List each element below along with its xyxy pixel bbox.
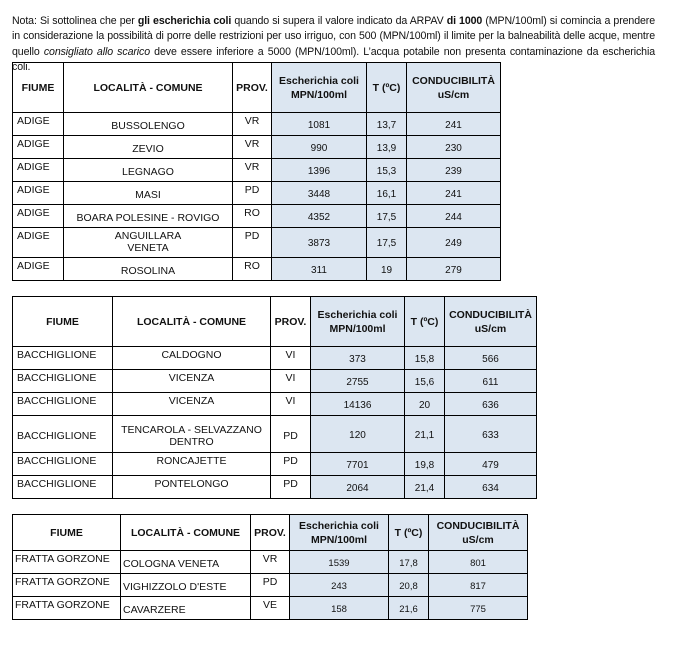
cell-temp: 17,8 — [389, 551, 429, 574]
cell-fiume: ADIGE — [13, 182, 64, 205]
header-cond — [407, 63, 501, 113]
cell-temp: 16,1 — [367, 182, 407, 205]
cell-ecoli: 4352 — [272, 205, 367, 228]
header-cond — [445, 297, 537, 347]
header-prov: PROV. — [233, 63, 272, 113]
cell-ecoli: 243 — [290, 574, 389, 597]
note-text-4: deve essere inferiore a 5000 (MPN/100ml). L’acqua potabile non presenta contaminazione da escherichia coli. — [12, 45, 655, 74]
cell-localita-line2: DENTRO — [169, 436, 214, 448]
table-header-row — [13, 515, 528, 551]
table-row — [13, 205, 501, 228]
cell-localita: VICENZA — [113, 393, 271, 416]
table-row — [13, 597, 528, 620]
table-row — [13, 258, 501, 281]
cell-temp: 21,1 — [405, 416, 445, 453]
cell-temp: 13,9 — [367, 136, 407, 159]
cell-ecoli: 1081 — [272, 113, 367, 136]
cell-localita: LEGNAGO — [64, 159, 233, 182]
cell-fiume: FRATTA GORZONE — [13, 574, 121, 597]
cell-localita: COLOGNA VENETA — [121, 551, 251, 574]
cell-cond: 241 — [407, 182, 501, 205]
header-cond-line1: CONDUCIBILITÀ — [436, 519, 520, 532]
table-row — [13, 136, 501, 159]
header-cond-line2: uS/cm — [437, 88, 470, 101]
cell-prov: PD — [251, 574, 290, 597]
cell-ecoli: 373 — [311, 347, 405, 370]
header-localita: LOCALITÀ - COMUNE — [113, 297, 271, 347]
table-fratta-gorzone — [12, 514, 528, 620]
cell-fiume: ADIGE — [13, 205, 64, 228]
cell-ecoli: 2064 — [311, 476, 405, 499]
header-prov: PROV. — [271, 297, 311, 347]
header-localita: LOCALITÀ - COMUNE — [121, 515, 251, 551]
header-ecoli — [272, 63, 367, 113]
header-ecoli-line2: MPN/100ml — [310, 533, 368, 546]
cell-ecoli: 3448 — [272, 182, 367, 205]
cell-cond: 239 — [407, 159, 501, 182]
cell-temp: 20,8 — [389, 574, 429, 597]
cell-temp: 19,8 — [405, 453, 445, 476]
cell-localita-line2: VENETA — [127, 242, 169, 254]
note-text-3: (MPN/100ml) si comincia a prendere in considerazione la possibilità di porre delle restrizioni per uso irriguo, con 500 (MPN/100ml) il limite per la balneabilità delle acque, mentre quello — [12, 14, 656, 58]
cell-temp: 21,6 — [389, 597, 429, 620]
cell-prov: VI — [271, 370, 311, 393]
cell-localita: PONTELONGO — [113, 476, 271, 499]
note-bold-1000: di 1000 — [446, 14, 483, 27]
table-row — [13, 159, 501, 182]
table-row — [13, 347, 537, 370]
table-row — [13, 476, 537, 499]
header-cond-line1: CONDUCIBILITÀ — [449, 308, 532, 321]
cell-cond: 230 — [407, 136, 501, 159]
cell-cond: 611 — [445, 370, 537, 393]
table-row — [13, 416, 537, 453]
cell-localita — [113, 416, 271, 453]
cell-cond: 634 — [445, 476, 537, 499]
cell-prov: VR — [251, 551, 290, 574]
cell-prov: PD — [271, 416, 311, 453]
header-ecoli-line2: MPN/100ml — [290, 88, 348, 101]
cell-fiume: ADIGE — [13, 136, 64, 159]
cell-localita: CAVARZERE — [121, 597, 251, 620]
table-header-row — [13, 63, 501, 113]
header-ecoli-line1: Escherichia coli — [279, 74, 359, 87]
table-row — [13, 182, 501, 205]
table-row — [13, 113, 501, 136]
cell-prov: VI — [271, 347, 311, 370]
table-row — [13, 228, 501, 258]
table-adige — [12, 62, 501, 281]
cell-prov: RO — [233, 205, 272, 228]
cell-ecoli: 120 — [311, 416, 405, 453]
cell-fiume: ADIGE — [13, 228, 64, 258]
cell-fiume: BACCHIGLIONE — [13, 453, 113, 476]
cell-cond: 636 — [445, 393, 537, 416]
cell-localita: BOARA POLESINE - ROVIGO — [64, 205, 233, 228]
header-temp: T (ºC) — [405, 297, 445, 347]
cell-cond: 249 — [407, 228, 501, 258]
cell-prov: PD — [233, 228, 272, 258]
header-cond-line2: uS/cm — [474, 322, 507, 335]
note-text-2: quando si supera il valore indicato da ARPAV — [231, 14, 447, 27]
cell-cond: 479 — [445, 453, 537, 476]
header-ecoli-line1: Escherichia coli — [299, 519, 379, 532]
header-ecoli — [311, 297, 405, 347]
cell-temp: 17,5 — [367, 205, 407, 228]
cell-ecoli: 1396 — [272, 159, 367, 182]
cell-localita: ROSOLINA — [64, 258, 233, 281]
cell-fiume: ADIGE — [13, 113, 64, 136]
note-italic: consigliato allo scarico — [43, 45, 151, 58]
header-cond — [429, 515, 528, 551]
cell-temp: 15,8 — [405, 347, 445, 370]
cell-cond: 244 — [407, 205, 501, 228]
cell-fiume: FRATTA GORZONE — [13, 551, 121, 574]
cell-fiume: BACCHIGLIONE — [13, 393, 113, 416]
table-bacchiglione — [12, 296, 537, 499]
cell-localita: BUSSOLENGO — [64, 113, 233, 136]
header-prov: PROV. — [251, 515, 290, 551]
cell-prov: PD — [271, 476, 311, 499]
header-temp: T (ºC) — [389, 515, 429, 551]
cell-localita: ZEVIO — [64, 136, 233, 159]
cell-fiume: BACCHIGLIONE — [13, 370, 113, 393]
table-row — [13, 393, 537, 416]
cell-temp: 20 — [405, 393, 445, 416]
header-cond-line1: CONDUCIBILITÀ — [412, 74, 495, 87]
cell-fiume: BACCHIGLIONE — [13, 476, 113, 499]
cell-ecoli: 158 — [290, 597, 389, 620]
cell-localita — [64, 228, 233, 258]
cell-cond: 817 — [429, 574, 528, 597]
cell-localita-line1: TENCAROLA - SELVAZZANO — [121, 424, 262, 436]
cell-ecoli: 2755 — [311, 370, 405, 393]
cell-ecoli: 7701 — [311, 453, 405, 476]
table-row — [13, 574, 528, 597]
note-bold-ecoli: gli escherichia coli — [137, 14, 232, 27]
cell-prov: VR — [233, 136, 272, 159]
cell-localita: MASI — [64, 182, 233, 205]
cell-localita: RONCAJETTE — [113, 453, 271, 476]
cell-prov: RO — [233, 258, 272, 281]
cell-ecoli: 3873 — [272, 228, 367, 258]
cell-localita: VICENZA — [113, 370, 271, 393]
cell-ecoli: 1539 — [290, 551, 389, 574]
cell-temp: 19 — [367, 258, 407, 281]
cell-localita: CALDOGNO — [113, 347, 271, 370]
note-prefix: Nota: Si sottolinea che per — [12, 14, 138, 27]
cell-cond: 633 — [445, 416, 537, 453]
cell-cond: 801 — [429, 551, 528, 574]
header-fiume: FIUME — [13, 515, 121, 551]
header-temp: T (ºC) — [367, 63, 407, 113]
table-row — [13, 551, 528, 574]
cell-cond: 566 — [445, 347, 537, 370]
cell-fiume: ADIGE — [13, 159, 64, 182]
cell-fiume: ADIGE — [13, 258, 64, 281]
header-cond-line2: uS/cm — [462, 533, 494, 546]
cell-temp: 21,4 — [405, 476, 445, 499]
cell-cond: 241 — [407, 113, 501, 136]
cell-cond: 279 — [407, 258, 501, 281]
header-ecoli — [290, 515, 389, 551]
cell-fiume: BACCHIGLIONE — [13, 416, 113, 453]
table-row — [13, 370, 537, 393]
cell-prov: PD — [271, 453, 311, 476]
cell-temp: 13,7 — [367, 113, 407, 136]
cell-fiume: FRATTA GORZONE — [13, 597, 121, 620]
cell-ecoli: 990 — [272, 136, 367, 159]
cell-temp: 15,6 — [405, 370, 445, 393]
header-ecoli-line1: Escherichia coli — [317, 308, 398, 321]
cell-temp: 17,5 — [367, 228, 407, 258]
cell-prov: VI — [271, 393, 311, 416]
table-header-row — [13, 297, 537, 347]
cell-ecoli: 14136 — [311, 393, 405, 416]
header-fiume: FIUME — [13, 297, 113, 347]
cell-prov: PD — [233, 182, 272, 205]
cell-prov: VR — [233, 159, 272, 182]
cell-prov: VR — [233, 113, 272, 136]
cell-temp: 15,3 — [367, 159, 407, 182]
cell-localita: VIGHIZZOLO D'ESTE — [121, 574, 251, 597]
cell-cond: 775 — [429, 597, 528, 620]
header-ecoli-line2: MPN/100ml — [329, 322, 386, 335]
cell-ecoli: 311 — [272, 258, 367, 281]
header-fiume: FIUME — [13, 63, 64, 113]
cell-fiume: BACCHIGLIONE — [13, 347, 113, 370]
cell-prov: VE — [251, 597, 290, 620]
table-row — [13, 453, 537, 476]
cell-localita-line1: ANGUILLARA — [114, 230, 182, 242]
header-localita: LOCALITÀ - COMUNE — [64, 63, 233, 113]
